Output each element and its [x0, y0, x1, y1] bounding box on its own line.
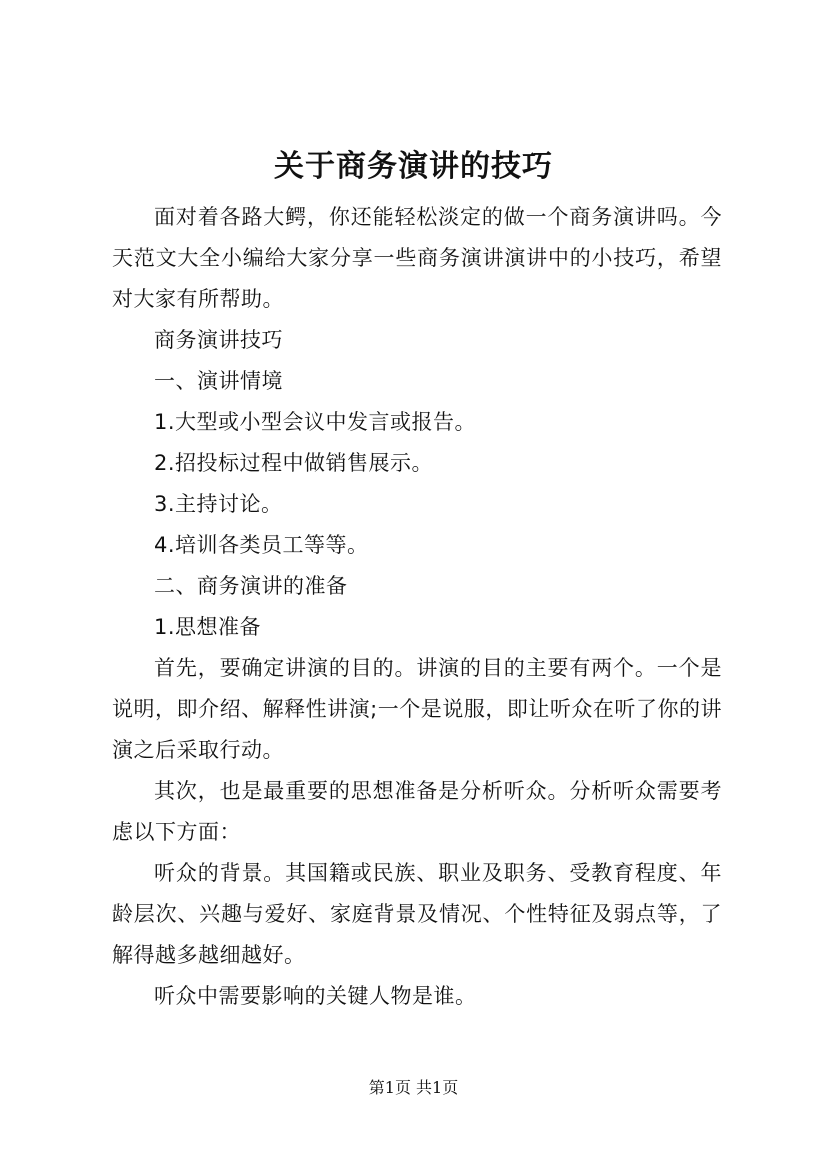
paragraph: 商务演讲技巧	[154, 328, 283, 352]
paragraph: 听众中需要影响的关键人物是谁。	[154, 984, 477, 1008]
paragraph: 首先，要确定讲演的目的。讲演的目的主要有两个。一个是说明，即介绍、解释性讲演;一个是说服，即让听众在听了你的讲演之后采取行动。	[112, 656, 722, 762]
paragraph: 1.大型或小型会议中发言或报告。	[154, 410, 477, 434]
document-body	[112, 197, 722, 1017]
paragraph: 二、商务演讲的准备	[154, 574, 348, 598]
paragraph: 3.主持讨论。	[154, 492, 283, 516]
paragraph: 4.培训各类员工等等。	[154, 533, 369, 557]
page-number-footer: 第1页 共1页	[368, 1078, 459, 1097]
paragraph: 其次，也是最重要的思想准备是分析听众。分析听众需要考虑以下方面：	[112, 779, 722, 844]
paragraph: 1.思想准备	[154, 615, 262, 639]
paragraph: 面对着各路大鳄，你还能轻松淡定的做一个商务演讲吗。今天范文大全小编给大家分享一些商务演讲演讲中的小技巧，希望对大家有所帮助。	[112, 205, 722, 311]
paragraph: 一、演讲情境	[154, 369, 283, 393]
paragraph: 听众的背景。其国籍或民族、职业及职务、受教育程度、年龄层次、兴趣与爱好、家庭背景及情况、个性特征及弱点等，了解得越多越细越好。	[112, 861, 722, 967]
document-title: 关于商务演讲的技巧	[274, 149, 553, 184]
paragraph: 2.招投标过程中做销售展示。	[154, 451, 434, 475]
